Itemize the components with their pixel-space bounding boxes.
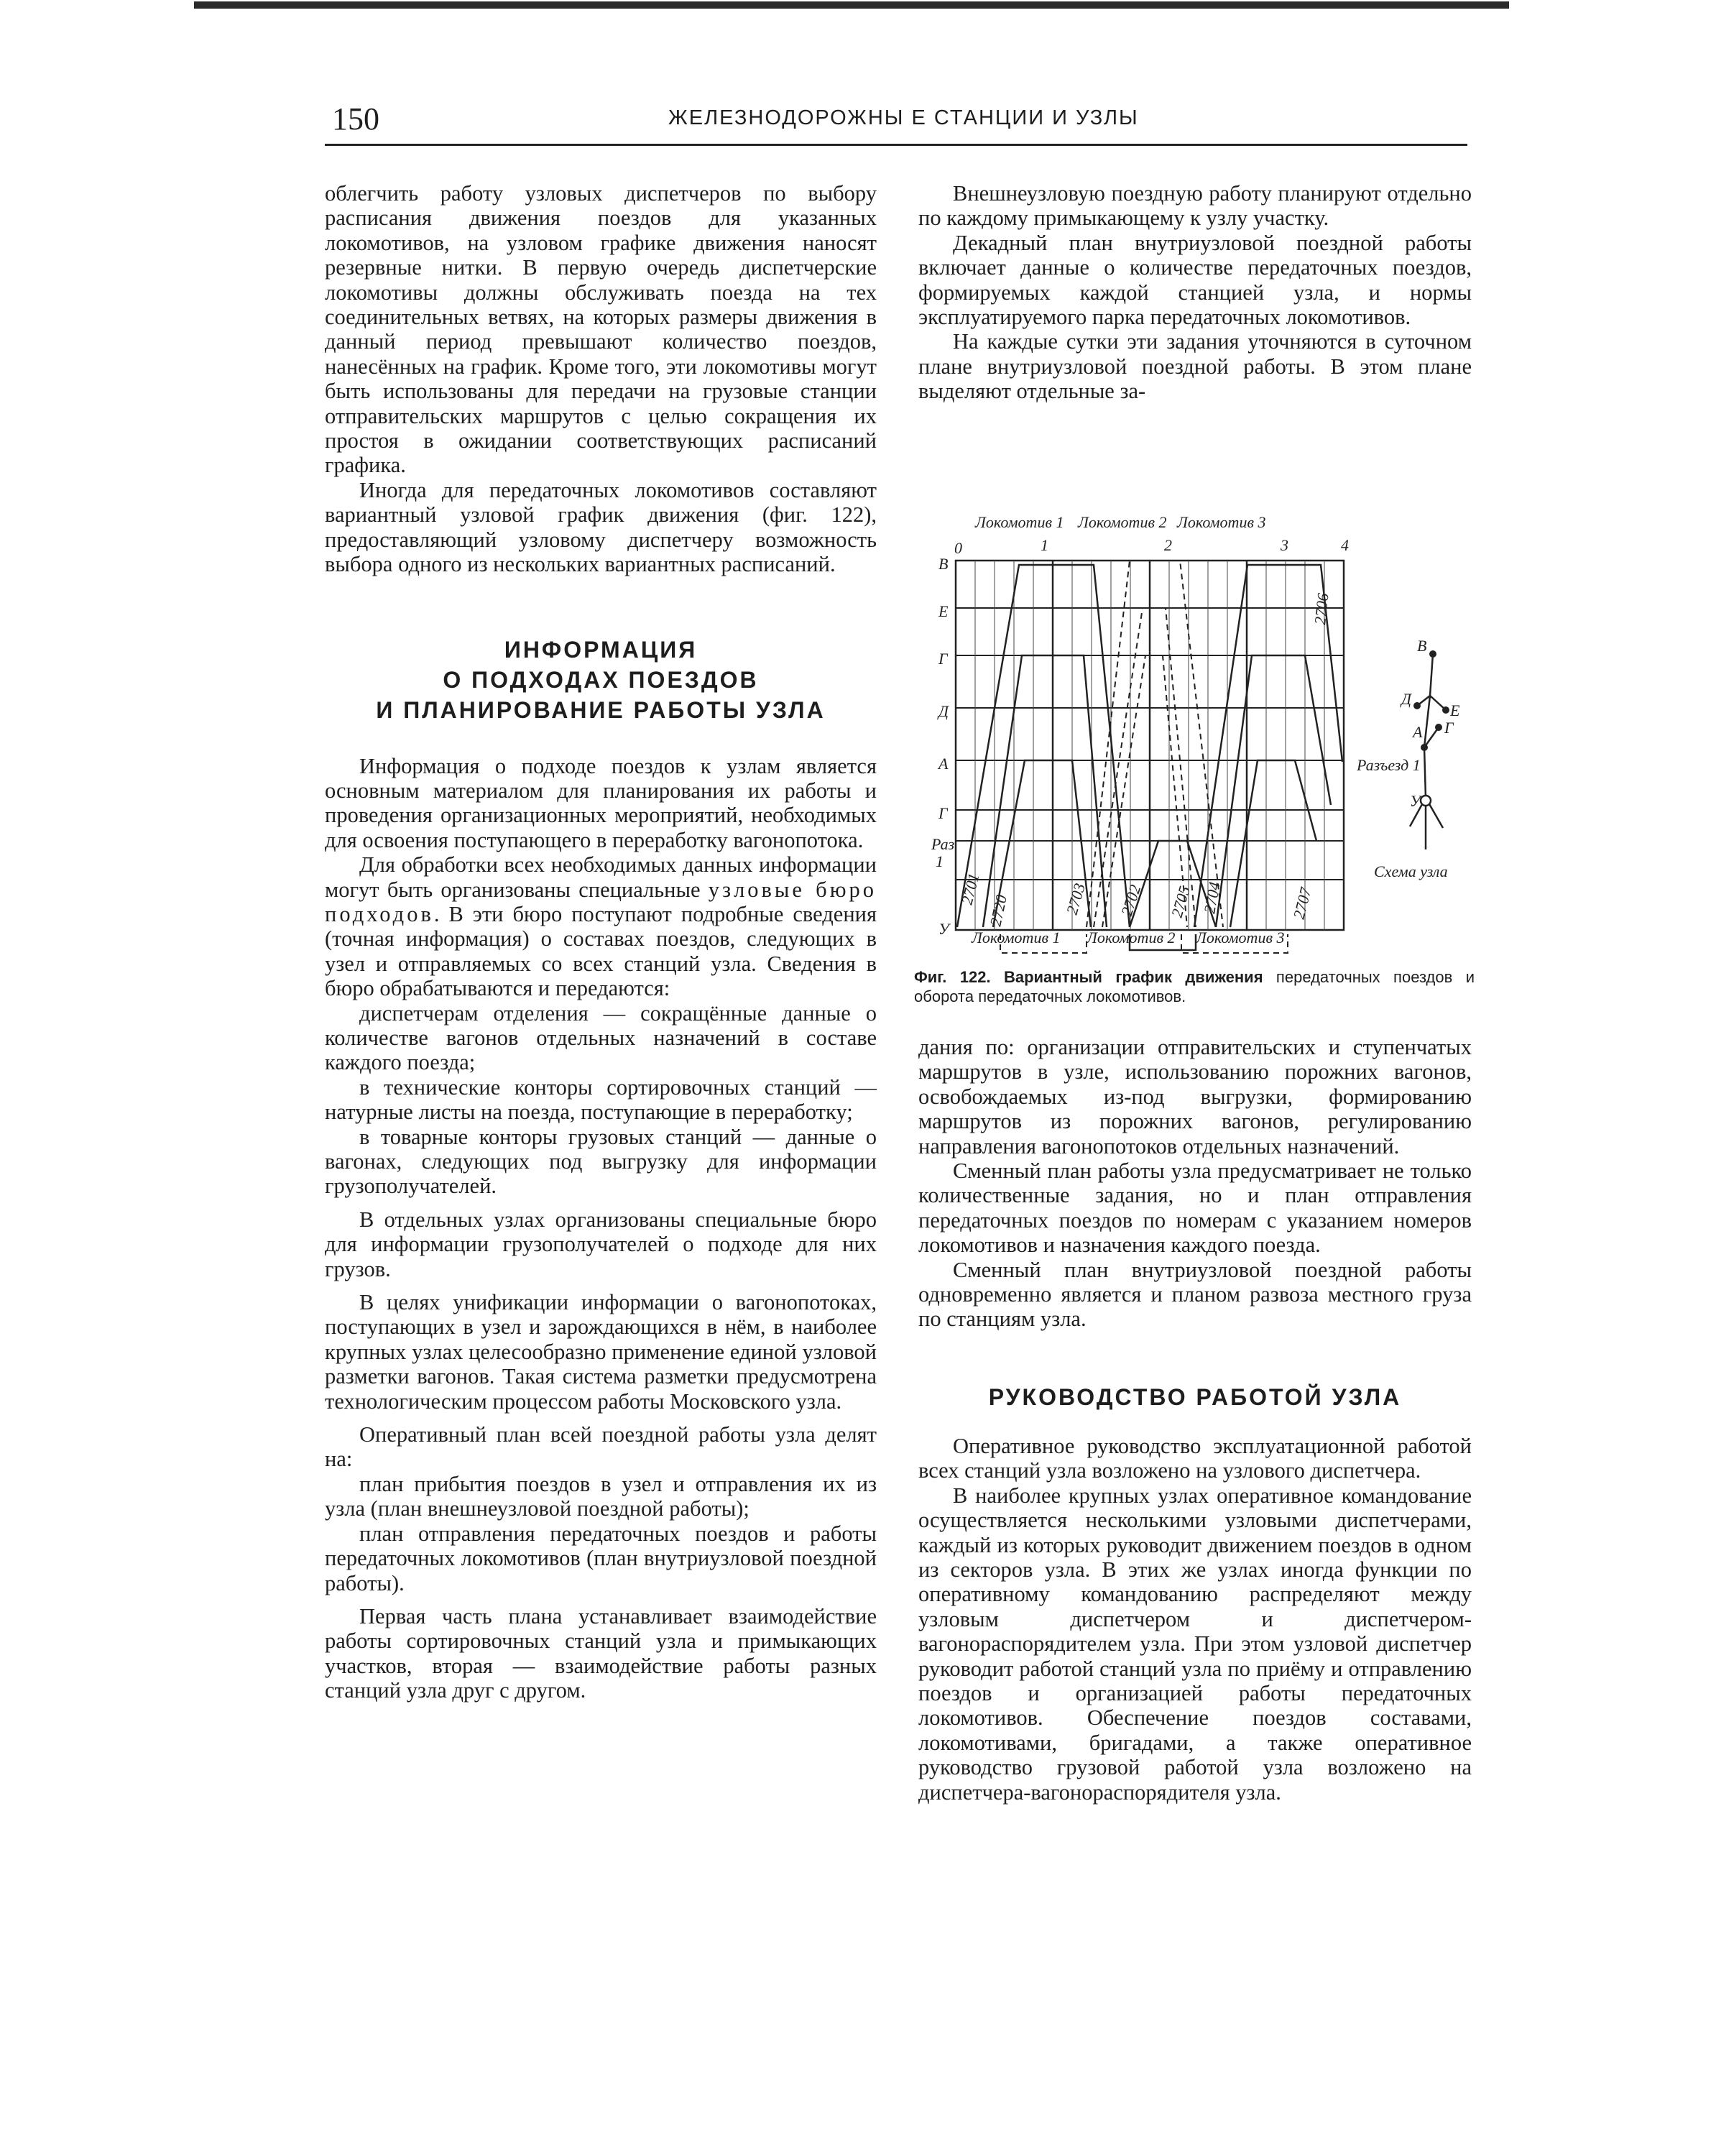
paragraph: Декадный план внутриузловой поездной работы включает данные о количестве передаточных поездов, формируемых каждой станцией узла, и нормы эксплуатируемого парка передаточных локомотивов. bbox=[918, 230, 1472, 330]
paragraph: В наиболее крупных узлах оперативное командование осуществляется несколькими узловыми диспетчерами, каждый из которых руководит движением поездов в одном из секторов узла. В этих же узлах иногда функции по оперативному командованию распределяют между узловым диспетчером и диспетчером-вагонораспорядителем узла. При этом узловой диспетчер руководит работой станций узла по приёму и отправлению поездов и организацией работы передаточных локомотивов. Обеспечение поездов составами, локомотивами, бригадами, а также оперативное руководство грузовой работой узла возложено на диспетчера-вагонораспорядителя узла. bbox=[918, 1483, 1472, 1805]
heading-line: ИНФОРМАЦИЯ bbox=[504, 636, 698, 663]
station-label: 1 bbox=[936, 852, 944, 870]
paragraph: Оперативный план всей поездной работы узла делят на: bbox=[325, 1422, 877, 1472]
station-label: А bbox=[938, 755, 949, 773]
hour-label: 0 bbox=[954, 539, 962, 557]
paragraph: В целях унификации информации о вагонопотоках, поступающих в узел и зарождающихся в нём, в наиболее крупных узлах целесообразно применение единой узловой разметки вагонов. Такая система разметки предусмотрена технологическим процессом работы Московского узла. bbox=[325, 1290, 877, 1414]
scan-top-edge bbox=[194, 1, 1509, 9]
hour-label: 1 bbox=[1041, 536, 1048, 554]
train-number: 2720 bbox=[986, 893, 1011, 929]
hour-label: 2 bbox=[1164, 536, 1172, 554]
paragraph: Первая часть плана устанавливает взаимодействие работы сортировочных станций узла и примыкающих участков, вторая — взаимодействие работы разных станций узла друг с другом. bbox=[325, 1603, 877, 1703]
scheme-label: В bbox=[1417, 637, 1427, 655]
figure-caption bbox=[914, 967, 1475, 1006]
scheme-label: У bbox=[1410, 792, 1421, 810]
heading-line: И ПЛАНИРОВАНИЕ РАБОТЫ УЗЛА bbox=[376, 696, 826, 723]
train-number: 2705 bbox=[1167, 884, 1194, 920]
left-column bbox=[325, 181, 877, 1703]
caption-label: Фиг. 122. Вариантный график движения bbox=[914, 968, 1263, 986]
train-number: 2703 bbox=[1062, 881, 1089, 917]
spaced-term: узловые бюро подходов bbox=[325, 877, 877, 926]
hour-label: 3 bbox=[1281, 536, 1288, 554]
paragraph: Иногда для передаточных локомотивов составляют вариантный узловой график движения (фиг. 122), предоставляющий узловому диспетчеру возможность выбора одного из нескольких вариантных расписаний. bbox=[325, 477, 877, 577]
paragraph: В отдельных узлах организованы специальные бюро для информации грузополучателей о подходе для них грузов. bbox=[325, 1207, 877, 1281]
scheme-label: Д bbox=[1401, 690, 1411, 708]
paragraph: Сменный план внутриузловой поездной работы одновременно является и планом развоза местного груза по станциям узла. bbox=[918, 1257, 1472, 1332]
paragraph: На каждые сутки эти задания уточняются в суточном плане внутриузловой поездной работы. В этом плане выделяют отдельные за- bbox=[918, 329, 1472, 404]
bottom-label-loco-3: Локомотив 3 bbox=[1196, 929, 1285, 946]
paragraph bbox=[325, 852, 877, 1000]
train-graph-diagram bbox=[914, 503, 1482, 963]
paragraph: дания по: организации отправительских и ступенчатых маршрутов в узле, использованию порожних вагонов, освобождаемых из-под выгрузки, формированию маршрутов из порожних вагонов, регулированию направления вагонопотоков отдельных назначений. bbox=[918, 1035, 1472, 1158]
paragraph: Информация о подходе поездов к узлам является основным материалом для планирования их работы и проведения организационных мероприятий, необходимых для освоения поступающего в переработку вагонопотока. bbox=[325, 753, 877, 852]
hour-lines bbox=[1053, 561, 1247, 930]
bottom-label-loco-2: Локомотив 2 bbox=[1087, 929, 1176, 946]
train-number: 2706 bbox=[1311, 592, 1332, 626]
station-label: Раз bbox=[931, 835, 955, 853]
heading-line: О ПОДХОДАХ ПОЕЗДОВ bbox=[443, 666, 759, 693]
header-rule bbox=[325, 144, 1467, 146]
right-column-top bbox=[918, 181, 1472, 404]
paragraph: облегчить работу узловых диспетчеров по выбору расписания движения поездов для указанных локомотивов, на узловом графике движения наносят резервные нитки. В первую очередь диспетчерские локомотивы должны обслуживать поезда на тех соединительных ветвях, на которых размеры движения в данный период превышают количество поездов, нанесённых на график. Кроме того, эти локомотивы могут быть использованы для передачи на грузовые станции отправительских маршрутов с целью сокращения их простоя в ожидании соответствующих расписаний графика. bbox=[325, 181, 877, 478]
scheme-title: Схема узла bbox=[1374, 862, 1448, 880]
paragraph: Оперативное руководство эксплуатационной работой всех станций узла возложено на узлового диспетчера. bbox=[918, 1433, 1472, 1483]
node-scheme bbox=[1410, 654, 1446, 849]
scheme-label: А bbox=[1413, 723, 1423, 741]
paragraph: Внешнеузловую поездную работу планируют отдельно по каждому примыкающему к узлу участку. bbox=[918, 181, 1472, 231]
text-run: . В эти бюро поступают подробные сведения (точная информация) о составах поездов, следующих в узел и отправляемых со всех станций узла. Сведения в бюро обрабатываются и передаются: bbox=[325, 901, 877, 1001]
paragraph: Сменный план работы узла предусматривает не только количественные задания, но и план отправления передаточных поездов по номерам с указанием номеров локомотивов и назначения каждого поезда. bbox=[918, 1158, 1472, 1258]
figure-122 bbox=[914, 503, 1482, 992]
train-number: 2701 bbox=[957, 871, 983, 907]
train-number: 2704 bbox=[1200, 880, 1224, 915]
page-number: 150 bbox=[332, 101, 379, 137]
station-label: Г bbox=[938, 804, 948, 822]
station-label: Г bbox=[938, 650, 948, 668]
paragraph: план отправления передаточных поездов и работы передаточных локомотивов (план внутриузловой поездной работы). bbox=[325, 1521, 877, 1595]
right-column-bottom bbox=[918, 1035, 1472, 1805]
station-label: Д bbox=[938, 702, 949, 720]
paragraph: в товарные конторы грузовых станций — данные о вагонах, следующих под выгрузку для информации грузополучателей. bbox=[325, 1124, 877, 1199]
scheme-label: Разъезд 1 bbox=[1357, 756, 1421, 774]
paragraph: план прибытия поездов в узел и отправления их из узла (план внешнеузловой поездной работы); bbox=[325, 1471, 877, 1521]
section-heading-management: РУКОВОДСТВО РАБОТОЙ УЗЛА bbox=[988, 1383, 1402, 1410]
caption-text: передаточных поездов и оборота передаточных локомотивов. bbox=[914, 968, 1475, 1005]
section-heading-information bbox=[325, 635, 877, 725]
scheme-label: Е bbox=[1450, 701, 1460, 719]
scheme-label: Г bbox=[1444, 719, 1454, 737]
station-label: У bbox=[938, 920, 949, 938]
paragraph: в технические конторы сортировочных станций — натурные листы на поезда, поступающие в переработку; bbox=[325, 1074, 877, 1125]
train-number: 2707 bbox=[1289, 885, 1315, 921]
text-run: Для обработки всех необходимых данных информации могут быть организованы специальные bbox=[325, 852, 877, 902]
train-paths-dashed bbox=[1000, 561, 1288, 953]
running-title: ЖЕЛЕЗНОДОРОЖНЫ Е СТАНЦИИ И УЗЛЫ bbox=[668, 106, 1139, 129]
top-label-loco-2: Локомотив 2 bbox=[1078, 513, 1167, 531]
station-label: Е bbox=[938, 602, 949, 620]
paragraph: диспетчерам отделения — сокращённые данные о количестве вагонов отдельных назначений в составе каждого поезда; bbox=[325, 1000, 877, 1075]
top-label-loco-3: Локомотив 3 bbox=[1177, 513, 1266, 531]
bottom-label-loco-1: Локомотив 1 bbox=[972, 929, 1061, 946]
scheme-hub-node bbox=[1421, 796, 1431, 806]
top-label-loco-1: Локомотив 1 bbox=[975, 513, 1064, 531]
station-label: В bbox=[938, 555, 949, 573]
hour-label: 4 bbox=[1341, 536, 1349, 554]
train-number: 2702 bbox=[1117, 882, 1145, 918]
